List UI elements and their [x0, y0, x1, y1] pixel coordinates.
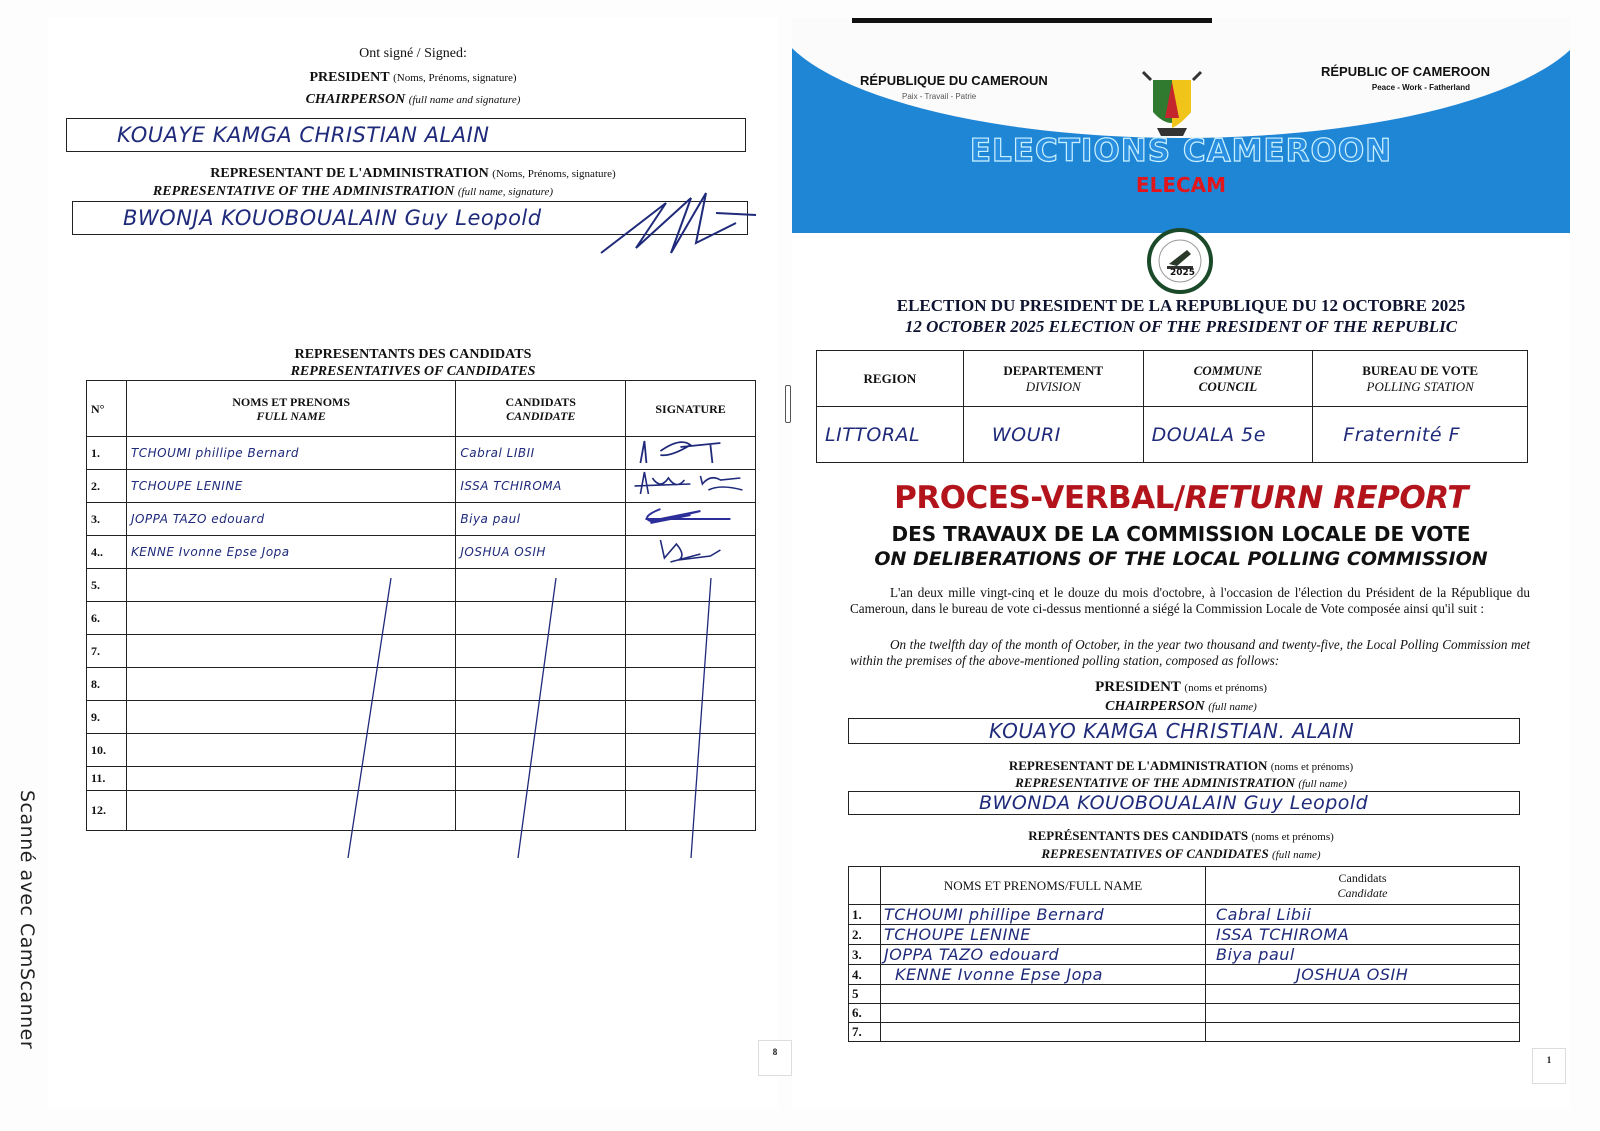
administration-label-fr: REPRESENTANT DE L'ADMINISTRATION: [210, 166, 489, 181]
col-council: [1143, 351, 1313, 407]
council-value: DOUALA 5e: [1151, 423, 1266, 446]
r-administration-label-en-row: [792, 775, 1570, 791]
table-row: [849, 1004, 1520, 1023]
report-subtitle-en: ON DELIBERATIONS OF THE LOCAL POLLING COMMISSION: [874, 548, 1488, 570]
motto-fr: Paix - Travail - Patrie: [902, 92, 977, 101]
intro-paragraph-en: [850, 637, 1530, 669]
row-number: 5.: [87, 569, 127, 602]
report-title-en: RETURN REPORT: [1184, 480, 1468, 516]
table-row: [87, 503, 756, 536]
division-value: WOURI: [991, 423, 1061, 446]
signature-cell[interactable]: [626, 536, 756, 569]
president-label-fr: PRESIDENT: [309, 70, 390, 85]
row-number: 3.: [87, 503, 127, 536]
president-name-field[interactable]: [66, 118, 746, 152]
col-region-label: REGION: [863, 370, 917, 386]
r-reps-label-en-row: [792, 846, 1570, 862]
col-polling-station-fr: BUREAU DE VOTE: [1362, 362, 1479, 378]
administration-label-en: REPRESENTATIVE OF THE ADMINISTRATION: [152, 184, 455, 199]
table-row: [87, 536, 756, 569]
rep-name-cell[interactable]: TCHOUMI phillipe Bernard: [126, 437, 455, 470]
candidate-cell[interactable]: [1206, 1023, 1520, 1042]
r-administration-name-value: BWONDA KOUOBOUALAIN Guy Leopold: [979, 792, 1369, 814]
candidate-cell[interactable]: Cabral LIBII: [456, 437, 626, 470]
intro-paragraph-en-text: On the twelfth day of the month of October, in the year two thousand and twenty-five, the Local Polling Commission met within the premises of the above-mentioned polling station, composed as follows:: [850, 637, 1530, 668]
signature-icon: [630, 503, 751, 531]
page-number-left: 8: [758, 1040, 792, 1076]
row-number: 12.: [87, 791, 127, 831]
row-number: 2.: [849, 925, 881, 945]
r-reps-label-en: REPRESENTATIVES OF CANDIDATES: [1041, 846, 1269, 861]
col-polling-station: [1313, 351, 1528, 407]
candidate-cell[interactable]: ISSA TCHIROMA: [1206, 925, 1520, 945]
report-title-fr: PROCES-VERBAL/: [894, 480, 1185, 516]
administration-signature-icon: [596, 183, 766, 263]
division-value-cell[interactable]: [963, 407, 1143, 463]
rep-name-cell[interactable]: JOPPA TAZO edouard: [881, 945, 1206, 965]
election-seal: [1147, 228, 1213, 294]
page-number-right: 1: [1532, 1048, 1566, 1084]
election-title-fr: ELECTION DU PRESIDENT DE LA REPUBLIQUE DU 12 OCTOBRE 2025: [896, 296, 1466, 315]
org-name: ELECTIONS CAMEROON: [969, 133, 1393, 169]
region-value: LITTORAL: [825, 423, 921, 446]
republic-fr: RÉPUBLIQUE DU CAMEROUN: [860, 73, 1048, 88]
top-edge-bar: [852, 18, 1212, 23]
signature-cell[interactable]: [626, 503, 756, 536]
candidate-cell[interactable]: [1206, 1004, 1520, 1023]
col-region: [817, 351, 964, 407]
rep-name-cell[interactable]: JOPPA TAZO edouard: [126, 503, 455, 536]
r-administration-label-en: REPRESENTATIVE OF THE ADMINISTRATION: [1015, 775, 1296, 790]
candidate-cell[interactable]: [1206, 985, 1520, 1004]
table-row: [849, 1023, 1520, 1042]
administration-label-en-note: (full name, signature): [457, 186, 554, 198]
candidate-cell[interactable]: Biya paul: [456, 503, 626, 536]
polling-station-value: Fraternité F: [1343, 423, 1461, 446]
col-candidate: [456, 381, 626, 437]
table-row: [849, 965, 1520, 985]
r-col-candidate-fr: Candidats: [1338, 870, 1387, 885]
seal-year: 2025: [1170, 268, 1196, 278]
r-administration-label-fr: REPRESENTANT DE L'ADMINISTRATION: [1008, 758, 1268, 773]
col-candidate-en: CANDIDATE: [506, 408, 576, 423]
candidate-cell[interactable]: Cabral Libii: [1206, 905, 1520, 925]
row-number: 4.: [849, 965, 881, 985]
row-number: 8.: [87, 668, 127, 701]
right-page: [792, 18, 1570, 1108]
col-division-en: DIVISION: [1025, 378, 1081, 394]
r-president-name-value: KOUAYO KAMGA CHRISTIAN. ALAIN: [989, 719, 1355, 743]
left-page: [48, 18, 778, 1108]
table-row: [87, 470, 756, 503]
r-administration-name-field[interactable]: [848, 791, 1520, 815]
r-president-label-fr-note: (noms et prénoms): [1184, 682, 1267, 694]
r-col-candidate-en: Candidate: [1337, 885, 1388, 900]
signature-cell[interactable]: [626, 470, 756, 503]
col-polling-station-en: POLLING STATION: [1366, 378, 1474, 394]
col-num: N°: [87, 381, 127, 437]
election-title-en: 12 OCTOBER 2025 ELECTION OF THE PRESIDENT OF THE REPUBLIC: [904, 317, 1458, 336]
row-number: 2.: [87, 470, 127, 503]
intro-paragraph-fr: [850, 585, 1530, 617]
rep-name-cell[interactable]: TCHOUPE LENINE: [881, 925, 1206, 945]
signed-heading: Ont signé / Signed:: [359, 46, 467, 61]
administration-label: [48, 166, 778, 182]
reps-title-fr: REPRESENTANTS DES CANDIDATS: [294, 347, 532, 362]
col-signature: SIGNATURE: [626, 381, 756, 437]
table-row: [849, 905, 1520, 925]
r-chairperson-label-en: CHAIRPERSON: [1105, 699, 1205, 714]
coat-of-arms-icon: [1137, 68, 1207, 140]
rep-name-cell[interactable]: [881, 1004, 1206, 1023]
row-number: 7.: [87, 635, 127, 668]
republic-en: RÉPUBLIC OF CAMEROON: [1321, 64, 1490, 79]
org-acronym: ELECAM: [1135, 173, 1227, 197]
signature-icon: [630, 470, 751, 498]
president-label-fr-note: (Noms, Prénoms, signature): [393, 72, 517, 84]
report-subtitle-fr: DES TRAVAUX DE LA COMMISSION LOCALE DE VOTE: [891, 522, 1471, 546]
table-row: [849, 925, 1520, 945]
col-full-name: [126, 381, 455, 437]
camscanner-watermark: Scanné avec CamScanner: [16, 790, 38, 1050]
row-number: 1.: [87, 437, 127, 470]
r-col-full-name: NOMS ET PRENOMS/FULL NAME: [881, 867, 1206, 905]
col-division: [963, 351, 1143, 407]
rep-name-cell[interactable]: KENNE Ivonne Epse Jopa: [881, 965, 1206, 985]
region-value-cell[interactable]: [817, 407, 964, 463]
rep-name-cell[interactable]: TCHOUPE LENINE: [126, 470, 455, 503]
r-col-num: [849, 867, 881, 905]
row-number: 11.: [87, 767, 127, 791]
administration-name-value: BWONJA KOUOBOUALAIN Guy Leopold: [123, 206, 542, 230]
rep-name-cell[interactable]: TCHOUMI phillipe Bernard: [881, 905, 1206, 925]
r-president-name-field[interactable]: [848, 718, 1520, 744]
rep-name-cell[interactable]: [881, 1023, 1206, 1042]
row-number: 3.: [849, 945, 881, 965]
polling-station-value-cell[interactable]: [1313, 407, 1528, 463]
row-number: 6.: [87, 602, 127, 635]
report-title: [792, 480, 1570, 516]
rep-name-cell[interactable]: KENNE Ivonne Epse Jopa: [126, 536, 455, 569]
col-candidate-fr: CANDIDATS: [505, 394, 576, 409]
r-administration-label-en-note: (full name): [1298, 778, 1347, 790]
candidate-cell[interactable]: Biya paul: [1206, 945, 1520, 965]
r-chairperson-label-en-note: (full name): [1208, 701, 1257, 713]
president-name-value: KOUAYE KAMGA CHRISTIAN ALAIN: [117, 123, 490, 147]
r-col-candidate: [1206, 867, 1520, 905]
administration-label-fr-note: (Noms, Prénoms, signature): [492, 168, 616, 180]
row-number: 5: [849, 985, 881, 1004]
col-council-fr: COMMUNE: [1193, 362, 1263, 378]
r-reps-label-fr-note: (noms et prénoms): [1251, 831, 1334, 843]
candidate-cell[interactable]: JOSHUA OSIH: [1206, 965, 1520, 985]
r-reps-label-en-note: (full name): [1272, 849, 1321, 861]
col-full-name-fr: NOMS ET PRENOMS: [232, 394, 351, 409]
candidate-cell[interactable]: ISSA TCHIROMA: [456, 470, 626, 503]
signature-cell[interactable]: [626, 437, 756, 470]
blank-rows-strike-lines: [86, 578, 756, 858]
col-full-name-en: FULL NAME: [256, 408, 326, 423]
r-president-label: [792, 679, 1570, 696]
chairperson-label: [48, 92, 778, 108]
r-administration-label-fr-note: (noms et prénoms): [1270, 761, 1354, 773]
r-reps-label-fr: REPRÉSENTANTS DES CANDIDATS: [1028, 828, 1249, 843]
table-row: [87, 437, 756, 470]
r-reps-label: [792, 828, 1570, 844]
rep-name-cell[interactable]: [881, 985, 1206, 1004]
r-administration-label: [792, 758, 1570, 774]
row-number: 10.: [87, 734, 127, 767]
chairperson-label-en-note: (full name and signature): [408, 94, 521, 106]
signature-icon: [630, 536, 751, 564]
r-chairperson-label: [792, 699, 1570, 715]
council-value-cell[interactable]: [1143, 407, 1313, 463]
motto-en: Peace - Work - Fatherland: [1371, 83, 1470, 92]
table-row: [849, 945, 1520, 965]
col-division-fr: DEPARTEMENT: [1003, 362, 1104, 378]
r-president-label-fr: PRESIDENT: [1095, 679, 1181, 695]
intro-paragraph-fr-text: L'an deux mille vingt-cinq et le douze du mois d'octobre, à l'occasion de l'élection du Président de la République du Cameroun, dans le bureau de vote ci-dessus mentionné a siégé la Commission Locale de Vote composée ainsi qu'il suit :: [850, 585, 1530, 616]
chairperson-label-en: CHAIRPERSON: [305, 92, 406, 107]
candidate-cell[interactable]: JOSHUA OSIH: [456, 536, 626, 569]
row-number: 9.: [87, 701, 127, 734]
row-number: 4..: [87, 536, 127, 569]
row-number: 7.: [849, 1023, 881, 1042]
r-candidate-reps-table: [848, 866, 1520, 1042]
row-number: 6.: [849, 1004, 881, 1023]
col-council-en: COUNCIL: [1198, 378, 1258, 394]
location-table: [816, 350, 1528, 463]
row-number: 1.: [849, 905, 881, 925]
binder-clip-top: [785, 385, 791, 423]
ballot-seal-icon: [1147, 228, 1213, 294]
table-row: [849, 985, 1520, 1004]
president-label: [48, 70, 778, 86]
signature-icon: [630, 437, 751, 465]
reps-title-en: REPRESENTATIVES OF CANDIDATES: [290, 364, 536, 379]
